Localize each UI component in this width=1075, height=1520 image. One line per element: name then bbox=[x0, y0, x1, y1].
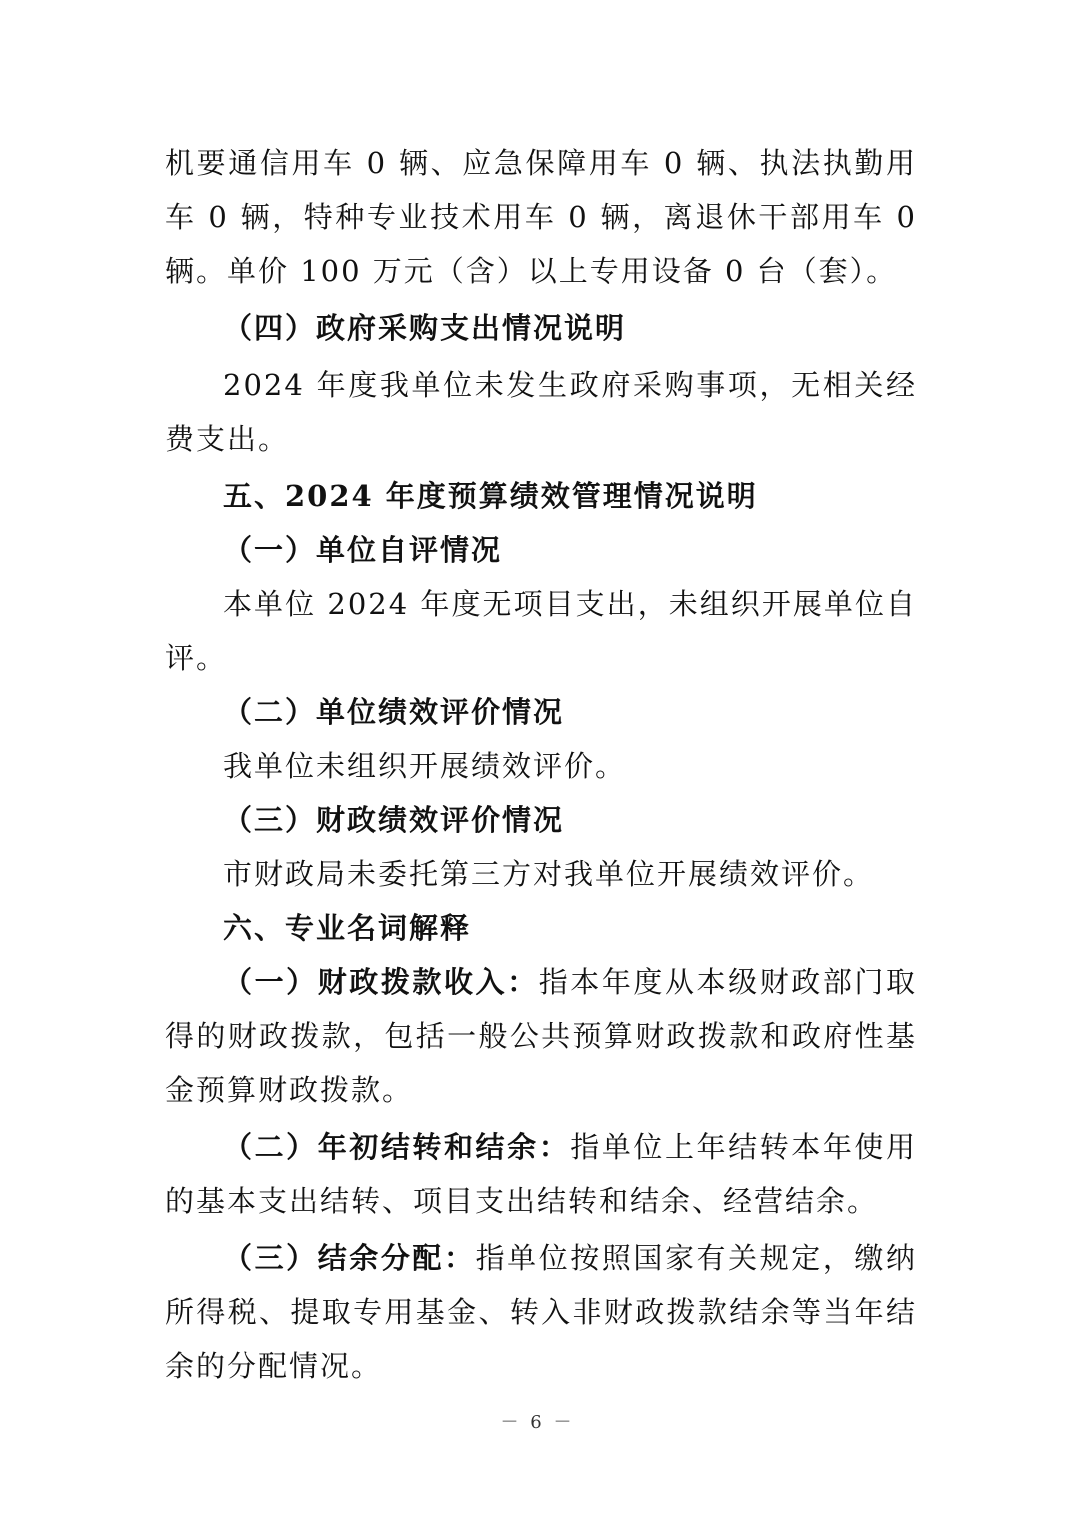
heading-glossary: 六、专业名词解释 bbox=[223, 911, 472, 945]
page-number: － 6 － bbox=[500, 1412, 575, 1433]
paragraph-unit-evaluation: 我单位未组织开展绩效评价。 bbox=[223, 749, 627, 783]
heading-self-evaluation: （一）单位自评情况 bbox=[223, 533, 503, 567]
heading-procurement: （四）政府采购支出情况说明 bbox=[223, 311, 627, 345]
heading-finance-evaluation: （三）财政绩效评价情况 bbox=[223, 803, 565, 837]
paragraph-vehicles: 机要通信用车 0 辆、应急保障用车 0 辆、执法执勤用车 0 辆，特种专业技术用车 0 辆，离退休干部用车 0 辆。单价 100 万元（含）以上专用设备 0 台（套）。 bbox=[165, 146, 917, 288]
glossary-definition: 指单位上年结转本年使用的基本支出结转、项目支出结转和结余、经营结余。 bbox=[165, 1130, 917, 1218]
paragraph-self-evaluation: 本单位 2024 年度无项目支出，未组织开展单位自评。 bbox=[165, 587, 917, 675]
document-body bbox=[165, 136, 917, 1393]
glossary-item-fiscal-appropriation bbox=[165, 955, 917, 1117]
glossary-item-surplus-distribution bbox=[165, 1231, 917, 1393]
glossary-item-carryover bbox=[165, 1120, 917, 1228]
glossary-term: （一）财政拨款收入： bbox=[223, 965, 539, 999]
heading-performance-management: 五、2024 年度预算绩效管理情况说明 bbox=[223, 479, 758, 513]
paragraph-procurement: 2024 年度我单位未发生政府采购事项，无相关经费支出。 bbox=[165, 368, 917, 456]
glossary-definition: 指本年度从本级财政部门取得的财政拨款，包括一般公共预算财政拨款和政府性基金预算财政拨款。 bbox=[165, 965, 917, 1107]
heading-unit-evaluation: （二）单位绩效评价情况 bbox=[223, 695, 565, 729]
glossary-term: （二）年初结转和结余： bbox=[223, 1130, 571, 1164]
glossary-definition: 指单位按照国家有关规定，缴纳所得税、提取专用基金、转入非财政拨款结余等当年结余的分配情况。 bbox=[165, 1241, 917, 1383]
paragraph-finance-evaluation: 市财政局未委托第三方对我单位开展绩效评价。 bbox=[223, 857, 875, 891]
glossary-term: （三）结余分配： bbox=[223, 1241, 476, 1275]
